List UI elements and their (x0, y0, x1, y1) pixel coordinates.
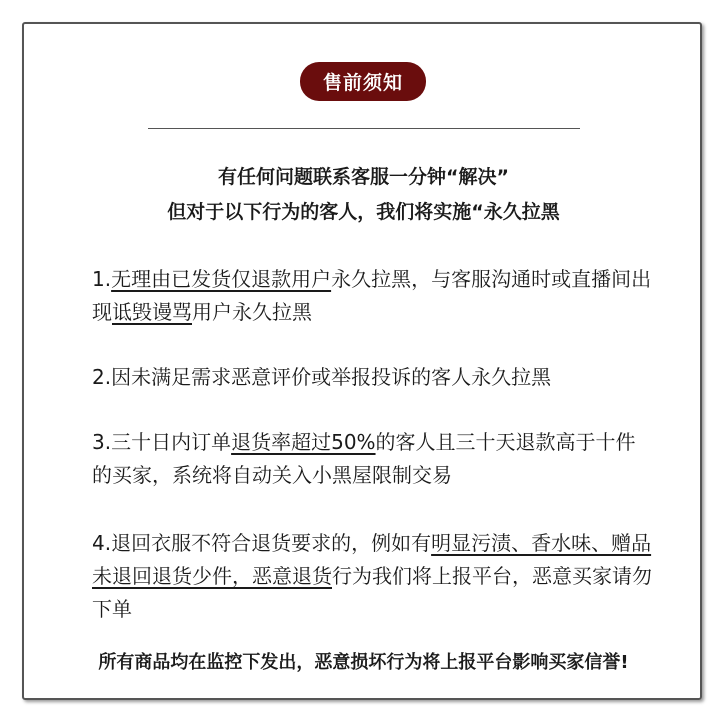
rule-1 (92, 263, 652, 329)
text-segment: 用户永久拉黑 (192, 300, 312, 324)
underlined-text: 无理由已发货仅退款用户 (111, 267, 332, 291)
divider (148, 128, 580, 129)
underlined-text: 诋毁谩骂 (112, 300, 192, 324)
title-line-1: 有任何问题联系客服一分钟“解决” (218, 166, 509, 188)
text-segment: 永久拉黑，与客服沟通时或直播间出现 (92, 267, 652, 324)
notice-badge: 售前须知 (300, 62, 426, 101)
footer-warning: 所有商品均在监控下发出，恶意损坏行为将上报平台影响买家信誉! (98, 652, 629, 673)
rule-3 (92, 426, 652, 492)
text-segment: 的客人且三十天退款高于十件的买家，系统将自动关入小黑屋限制交易 (92, 430, 636, 487)
text-segment: 1. (92, 267, 112, 291)
rule-2 (92, 361, 652, 394)
text-segment: 3.三十日内订单 (92, 430, 232, 454)
rule-4 (92, 527, 652, 626)
underlined-text: 退货率超过50% (231, 430, 376, 454)
text-segment: 4.退回衣服不符合退货要求的，例如有 (92, 531, 432, 555)
title-line-2: 但对于以下行为的客人，我们将实施“永久拉黑 (167, 201, 560, 223)
underlined-text: 明显污渍、香水味、赠品未退回退货少件，恶意退货 (92, 531, 652, 588)
text-segment: 2.因未满足需求恶意评价或举报投诉的客人永久拉黑 (92, 365, 552, 389)
text-segment: 行为我们将上报平台，恶意买家请勿下单 (92, 564, 652, 621)
